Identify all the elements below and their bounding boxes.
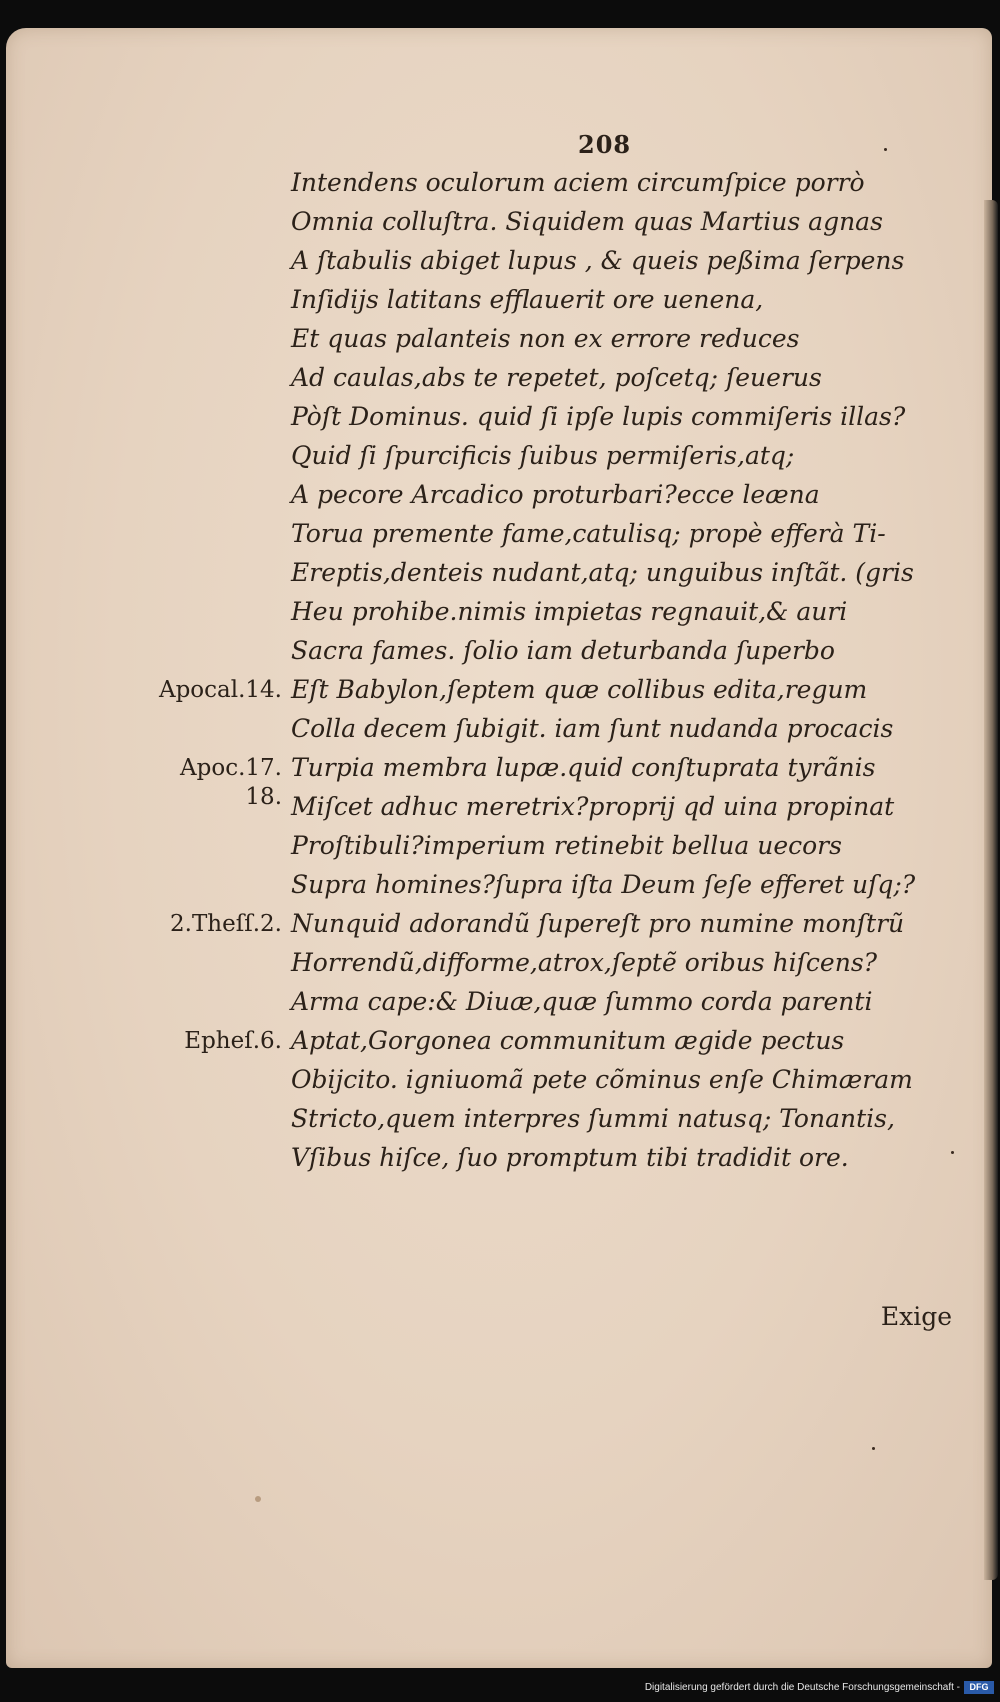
verse-line: Heu prohibe.nimis impietas regnauit,& auri — [291, 597, 848, 626]
margin-reference: 18. — [245, 784, 282, 810]
dfg-logo: DFG — [964, 1681, 994, 1694]
margin-reference: Apocal.14. — [158, 677, 282, 703]
verse-line: Stricto,quem interpres ſummi natusq; Tonantis, — [291, 1104, 895, 1133]
verse-line: Ad caulas,abs te repetet, poſcetq; ſeuerus — [291, 363, 822, 392]
verse-line: Obijcito. igniuomã pete cõminus enſe Chimæram — [291, 1065, 913, 1094]
verse-line: Miſcet adhuc meretrix?proprij qd uina propinat — [291, 792, 895, 821]
verse-line: Intendens oculorum aciem circumſpice porrò — [291, 168, 865, 197]
verse-line: Quid ſi ſpurcificis ſuibus permiſeris,atq; — [291, 441, 795, 470]
paper-speck — [872, 1447, 875, 1450]
verse-line: Omnia colluſtra. Siquidem quas Martius agnas — [291, 207, 883, 236]
margin-reference: Epheſ.6. — [184, 1028, 282, 1054]
verse-line: A ſtabulis abiget lupus , & queis peßima ſerpens — [291, 246, 905, 275]
verse-line: Nunquid adorandũ ſupereſt pro numine monſtrũ — [291, 909, 905, 938]
verse-line: Horrendũ,difforme,atrox,ſeptẽ oribus hiſcens? — [291, 948, 878, 977]
margin-reference: Apoc.17. — [180, 755, 282, 781]
verse-line: Torua premente fame,catulisq; propè efferà Ti- — [291, 519, 886, 548]
paper-speck — [951, 1151, 954, 1154]
page-number: 208 — [578, 130, 632, 159]
verse-line: Arma cape:& Diuæ,quæ ſummo corda parenti — [291, 987, 873, 1016]
margin-reference: 2.Theſſ.2. — [170, 911, 282, 937]
verse-line: Pòſt Dominus. quid ſi ipſe lupis commiſeris illas? — [291, 402, 906, 431]
paper-stain — [255, 1496, 261, 1502]
page-edge — [984, 200, 998, 1580]
verse-line: Inſidijs latitans efflauerit ore uenena, — [291, 285, 764, 314]
verse-line: Vſibus hiſce, ſuo promptum tibi tradidit ore. — [291, 1143, 849, 1172]
verse-line: Et quas palanteis non ex errore reduces — [291, 324, 800, 353]
verse-line: A pecore Arcadico proturbari?ecce leæna — [291, 480, 820, 509]
paper-speck — [884, 148, 887, 151]
verse-line: Supra homines?ſupra iſta Deum ſeſe efferet uſq;? — [291, 870, 916, 899]
verse-line: Colla decem ſubigit. iam ſunt nudanda procacis — [291, 714, 894, 743]
verse-line: Aptat,Gorgonea communitum ægide pectus — [291, 1026, 845, 1055]
digitization-credit: Digitalisierung gefördert durch die Deutsche Forschungsgemeinschaft - — [644, 1682, 960, 1693]
verse-line: Sacra fames. ſolio iam deturbanda ſuperbo — [291, 636, 835, 665]
verse-line: Proſtibuli?imperium retinebit bellua uecors — [291, 831, 842, 860]
verse-line: Ereptis,denteis nudant,atq; unguibus inſtãt. (gris — [291, 558, 914, 587]
verse-line: Turpia membra lupæ.quid conſtuprata tyrãnis — [291, 753, 876, 782]
verse-line: Eſt Babylon,ſeptem quæ collibus edita,regum — [291, 675, 868, 704]
catchword: Exige — [880, 1302, 952, 1331]
